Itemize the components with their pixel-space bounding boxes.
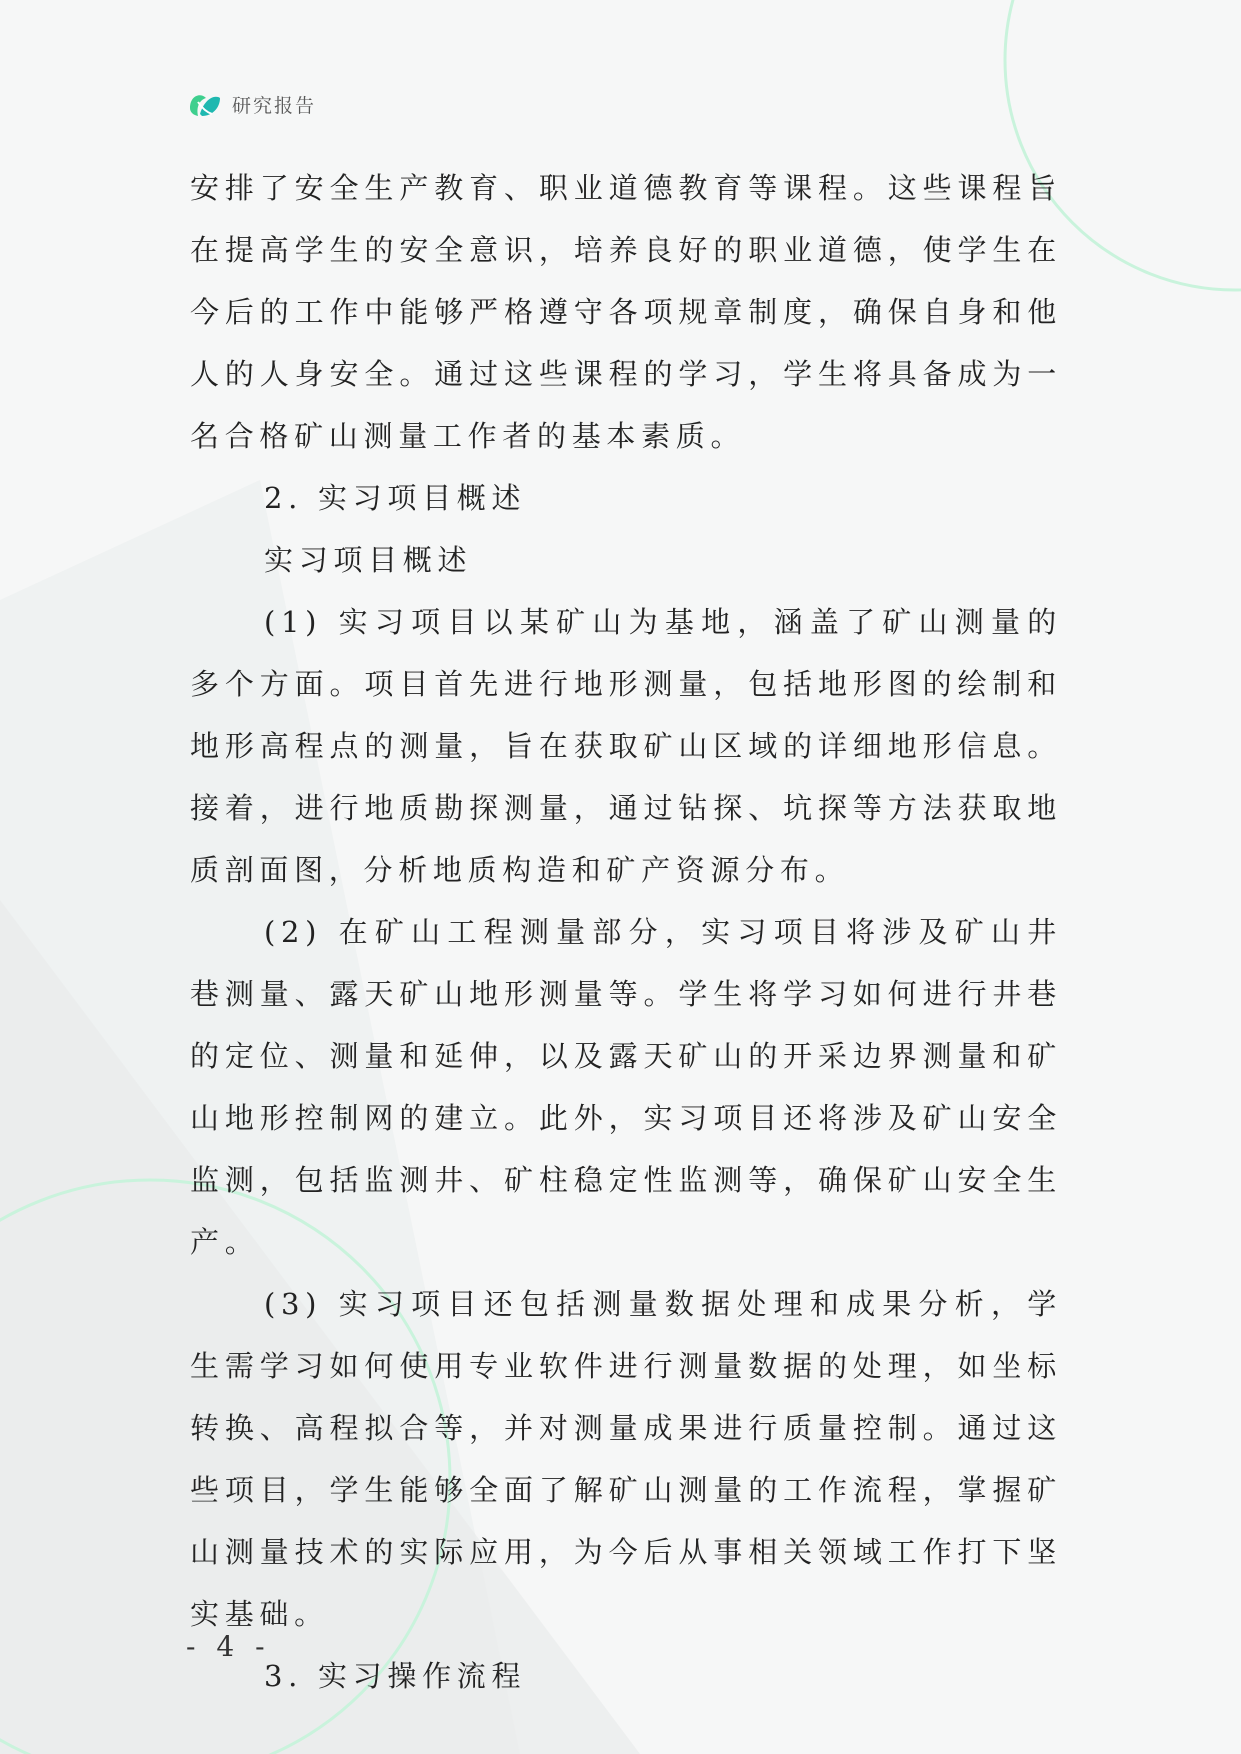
page-header — [186, 86, 316, 122]
page-number: - 4 - — [186, 1630, 271, 1663]
section-heading-3: 3. 实习操作流程 — [264, 1659, 527, 1693]
paragraph-item-1: (1) 实习项目以某矿山为基地，涵盖了矿山测量的多个方面。项目首先进行地形测量，包括地形图的绘制和地形高程点的测量，旨在获取矿山区域的详细地形信息。接着，进行地质勘探测量，通过钻探、坑探等方法获取地质剖面图，分析地质构造和矿产资源分布。 — [190, 605, 1062, 887]
paragraph-safety-education: 安排了安全生产教育、职业道德教育等课程。这些课程旨在提高学生的安全意识，培养良好的职业道德，使学生在今后的工作中能够严格遵守各项规章制度，确保自身和他人的人身安全。通过这些课程的学习，学生将具备成为一名合格矿山测量工作者的基本素质。 — [190, 171, 1062, 453]
leaf-logo-icon — [186, 86, 222, 122]
header-title: 研究报告 — [232, 94, 317, 117]
paragraph-item-2: (2) 在矿山工程测量部分，实习项目将涉及矿山井巷测量、露天矿山地形测量等。学生将学习如何进行井巷的定位、测量和延伸，以及露天矿山的开采边界测量和矿山地形控制网的建立。此外，实习项目还将涉及矿山安全监测，包括监测井、矿柱稳定性监测等，确保矿山安全生产。 — [190, 915, 1062, 1259]
document-body — [190, 157, 1062, 1707]
paragraph-item-3: (3) 实习项目还包括测量数据处理和成果分析，学生需学习如何使用专业软件进行测量数据的处理，如坐标转换、高程拟合等，并对测量成果进行质量控制。通过这些项目，学生能够全面了解矿山测量的工作流程，掌握矿山测量技术的实际应用，为今后从事相关领域工作打下坚实基础。 — [190, 1287, 1062, 1631]
subsection-title: 实习项目概述 — [264, 543, 473, 577]
section-heading-2: 2. 实习项目概述 — [264, 481, 527, 515]
